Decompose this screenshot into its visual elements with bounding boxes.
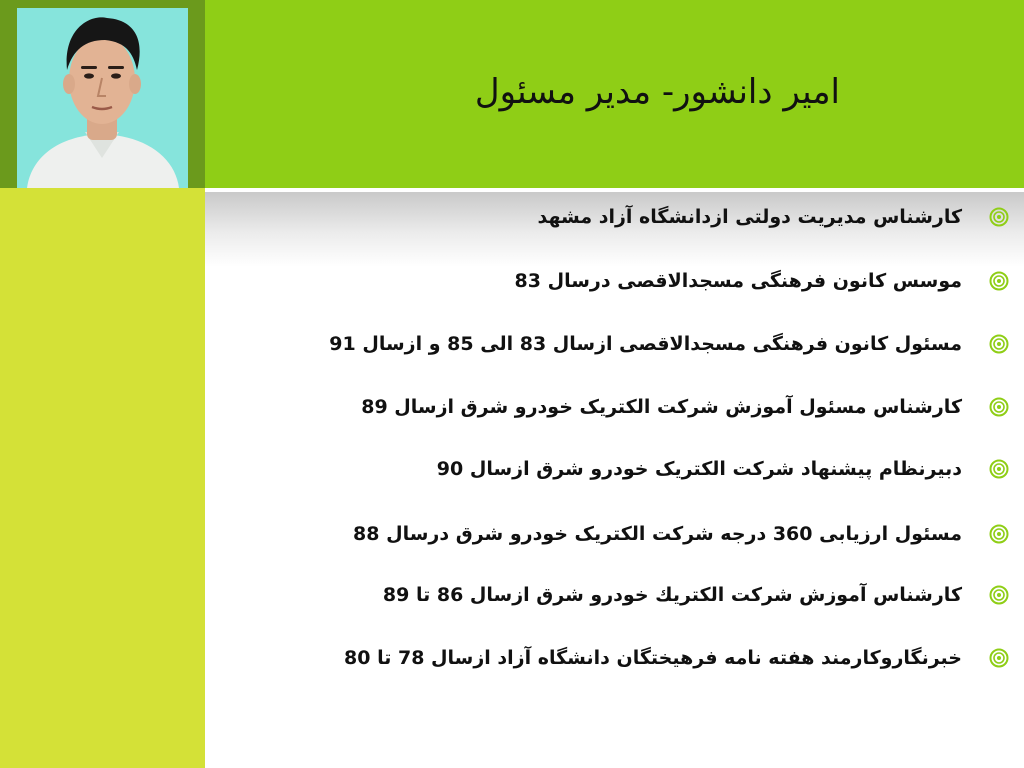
header-divider (205, 188, 1024, 191)
list-item (330, 641, 1010, 675)
list-item (330, 517, 1010, 551)
list-item (330, 200, 1010, 234)
list-item (330, 327, 1010, 361)
list-item (330, 390, 1010, 424)
target-circle-icon (988, 458, 1010, 480)
bullet-text: کارشناس آموزش شرکت الکتريك خودرو شرق ازسال 86 تا 89 (382, 584, 962, 606)
target-circle-icon (988, 584, 1010, 606)
bullet-text: خبرنگاروکارمند هفته نامه فرهیختگان دانشگاه آزاد ازسال 78 تا 80 (344, 647, 962, 669)
target-circle-icon (988, 333, 1010, 355)
bullet-text: دبیرنظام پیشنهاد شرکت الکتریک خودرو شرق ازسال 90 (436, 458, 962, 480)
bullet-text: مسئول ارزیابی 360 درجه شرکت الکتریک خودرو شرق درسال 88 (353, 523, 962, 545)
target-circle-icon (988, 647, 1010, 669)
target-circle-icon (988, 270, 1010, 292)
bullet-text: کارشناس مسئول آموزش شرکت الکتریک خودرو شرق ازسال 89 (361, 396, 962, 418)
list-item (330, 264, 1010, 298)
target-circle-icon (988, 523, 1010, 545)
portrait-photo (17, 8, 188, 188)
bullet-text: موسس کانون فرهنگی مسجدالاقصی درسال 83 (514, 270, 962, 292)
list-item (330, 578, 1010, 612)
bullet-text: مسئول کانون فرهنگی مسجدالاقصی ازسال 83 الی 85 و ازسال 91 (329, 333, 962, 355)
target-circle-icon (988, 206, 1010, 228)
bullet-text: کارشناس مدیریت دولتی ازدانشگاه آزاد مشهد (537, 206, 962, 228)
target-circle-icon (988, 396, 1010, 418)
slide-title: امیر دانشور- مدیر مسئول (474, 72, 840, 112)
list-item (330, 452, 1010, 486)
